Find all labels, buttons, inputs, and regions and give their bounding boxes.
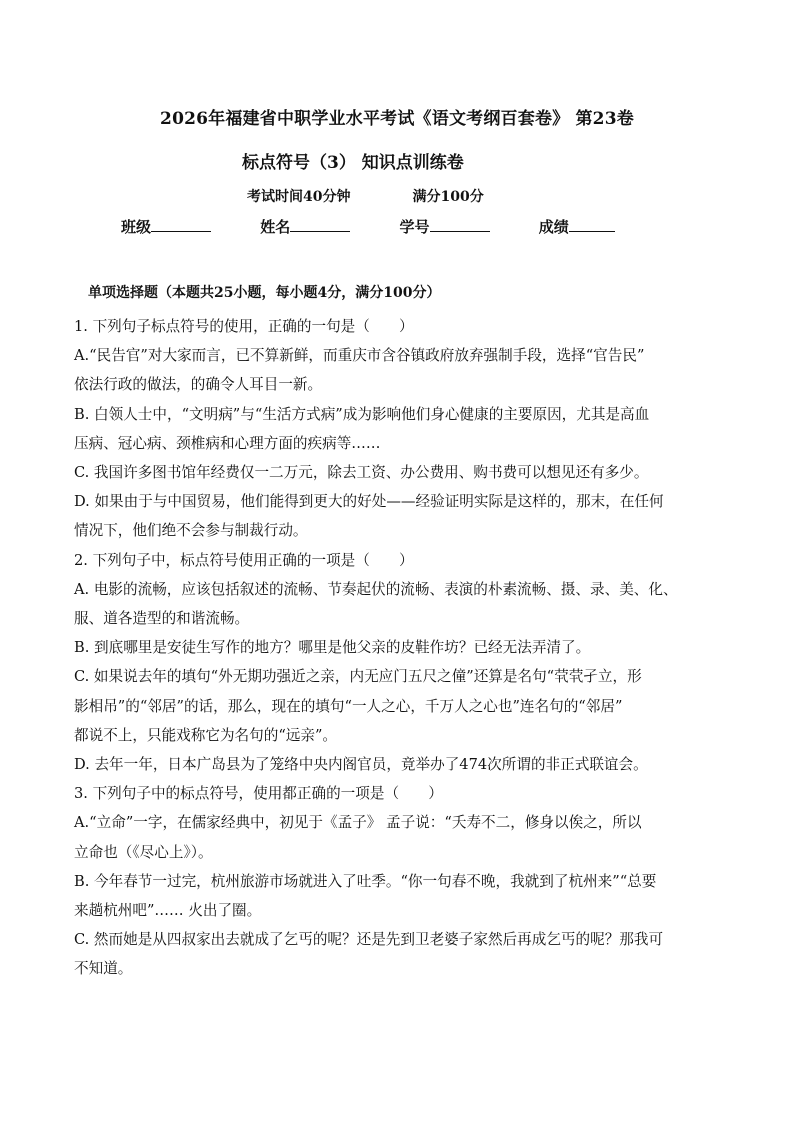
class-blank[interactable] bbox=[151, 217, 211, 232]
student-fields bbox=[121, 216, 659, 237]
text-line: 3. 下列句子中的标点符号，使用都正确的一项是（ ） bbox=[74, 785, 443, 803]
text-line: 影相吊”的“邻居”的话，那么，现在的填句“一人之心，千万人之心也”连名句的“邻居” bbox=[74, 697, 623, 715]
question-body bbox=[74, 312, 738, 984]
page-title: 2026年福建省中职学业水平考试《语文考纲百套卷》 第23卷 bbox=[160, 109, 634, 129]
text-line: 情况下，他们绝不会参与制裁行动。 bbox=[74, 522, 308, 540]
text-line: 来趟杭州吧”…… 火出了圈。 bbox=[74, 902, 262, 920]
exam-time: 考试时间40分钟 bbox=[247, 189, 351, 205]
text-line: D. 去年一年，日本广岛县为了笼络中央内阁官员，竟举办了474次所谓的非正式联谊会。 bbox=[74, 756, 648, 774]
text-line: 不知道。 bbox=[74, 960, 133, 978]
field-score: 成绩 bbox=[539, 216, 615, 237]
text-line: C. 如果说去年的填句“外无期功强近之亲，内无应门五尺之僮”还算是名句“茕茕孑立，形 bbox=[74, 668, 642, 686]
exam-info bbox=[247, 186, 484, 206]
text-line: C. 我国许多图书馆年经费仅一二万元，除去工资、办公费用、购书费可以想见还有多少。 bbox=[74, 464, 649, 482]
text-line: 压病、冠心病、颈椎病和心理方面的疾病等…… bbox=[74, 434, 381, 452]
section-heading: 单项选择题（本题共25小题，每小题4分，满分100分） bbox=[88, 285, 441, 301]
field-name: 姓名 bbox=[260, 216, 350, 237]
text-line: 立命也（《尽心上》）。 bbox=[74, 843, 213, 861]
field-student-id: 学号 bbox=[400, 216, 490, 237]
text-line: B. 到底哪里是安徒生写作的地方？哪里是他父亲的皮鞋作坊？已经无法弄清了。 bbox=[74, 639, 591, 657]
student-id-blank[interactable] bbox=[430, 217, 490, 232]
text-line: 1. 下列句子标点符号的使用，正确的一句是（ ） bbox=[74, 318, 414, 335]
text-line: 都说不上，只能戏称它为名句的“远亲”。 bbox=[74, 726, 338, 744]
exam-score: 满分100分 bbox=[412, 189, 484, 205]
text-line: A.“立命”一字，在儒家经典中，初见于《孟子》 孟子说：“夭寿不二，修身以俟之，所以 bbox=[74, 814, 642, 832]
text-line: 依法行政的做法，的确令人耳目一新。 bbox=[74, 376, 323, 394]
field-class: 班级 bbox=[121, 216, 211, 237]
text-line: B. 白领人士中，“文明病”与“生活方式病”成为影响他们身心健康的主要原因，尤其是高血 bbox=[74, 405, 650, 423]
text-line: A. 电影的流畅，应该包括叙述的流畅、节奏起伏的流畅、表演的朴素流畅、摄、录、美、化、 bbox=[74, 580, 678, 598]
score-blank[interactable] bbox=[569, 217, 615, 232]
text-line: C. 然而她是从四叔家出去就成了乞丐的呢？还是先到卫老婆子家然后再成乞丐的呢？那我可 bbox=[74, 931, 664, 949]
text-line: 2. 下列句子中，标点符号使用正确的一项是（ ） bbox=[74, 551, 414, 569]
text-line: 服、道各造型的和谐流畅。 bbox=[74, 610, 250, 628]
text-line: D. 如果由于与中国贸易，他们能得到更大的好处——经验证明实际是这样的，那末，在任何 bbox=[74, 493, 664, 511]
text-line: B. 今年春节一过完，杭州旅游市场就进入了吐季。“你一句春不晚，我就到了杭州来”“总要 bbox=[74, 872, 657, 890]
page-subtitle: 标点符号（3） 知识点训练卷 bbox=[242, 153, 464, 173]
name-blank[interactable] bbox=[290, 217, 350, 232]
text-line: A.“民告官”对大家而言，已不算新鲜，而重庆市含谷镇政府放弃强制手段，选择“官告民” bbox=[74, 347, 645, 365]
